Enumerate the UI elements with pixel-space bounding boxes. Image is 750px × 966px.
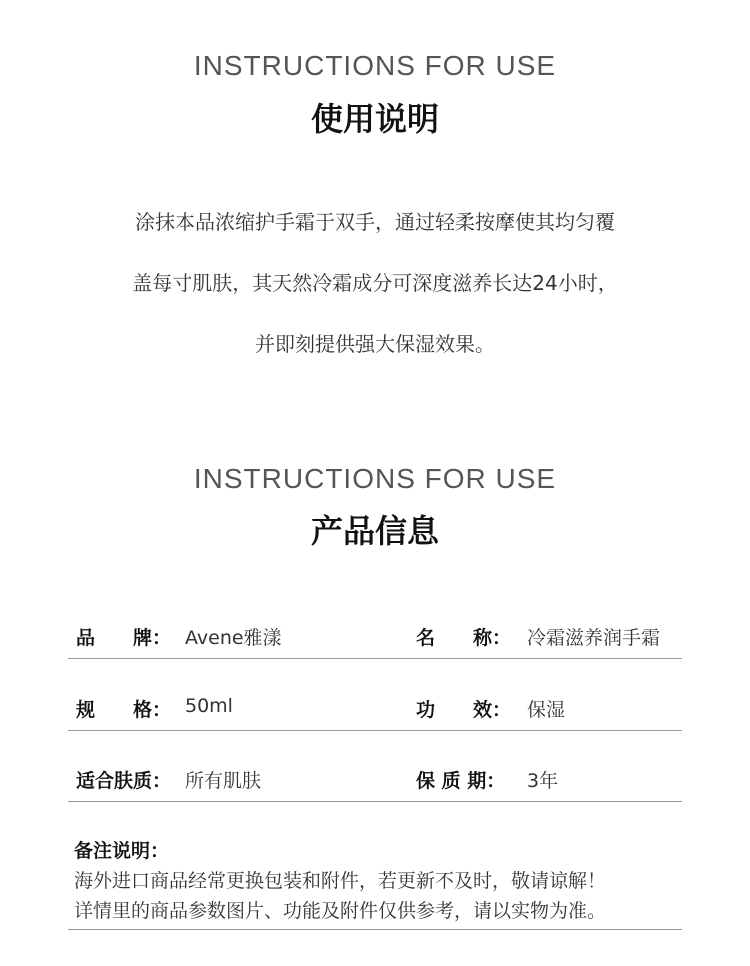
notes-title: 备注说明：: [74, 840, 170, 862]
section2-title-cn: 产品信息: [310, 512, 439, 550]
skin-type-label: 适合肤质：: [76, 770, 172, 792]
product-name-label: 名 称：: [416, 627, 512, 649]
info-row-skin-shelf-life: [68, 730, 682, 802]
info-row-spec-effect: [68, 659, 682, 731]
effect-label: 功 效：: [416, 699, 512, 721]
spec-value: 50ml: [185, 695, 233, 717]
shelf-life-value: 3年: [527, 770, 559, 792]
usage-paragraph-line: 并即刻提供强大保湿效果。: [255, 332, 495, 356]
usage-paragraph-line: 涂抹本品浓缩护手霜于双手，通过轻柔按摩使其均匀覆: [135, 210, 615, 234]
brand-label: 品 牌：: [76, 627, 172, 649]
product-name-value: 冷霜滋养润手霜: [527, 627, 661, 649]
shelf-life-label: 保 质 期：: [416, 770, 506, 792]
section1-title-cn: 使用说明: [310, 100, 439, 138]
section2-title-en: INSTRUCTIONS FOR USE: [193, 463, 557, 494]
info-row-brand-name: [68, 587, 682, 659]
section1-title-en: INSTRUCTIONS FOR USE: [193, 50, 557, 81]
notes-line: 海外进口商品经常更换包装和附件，若更新不及时，敬请谅解！: [74, 870, 607, 892]
skin-type-value: 所有肌肤: [185, 770, 262, 792]
effect-value: 保湿: [527, 699, 566, 721]
usage-paragraph-line: 盖每寸肌肤，其天然冷霜成分可深度滋养长达24小时，: [132, 271, 618, 295]
brand-value: Avene雅漾: [185, 627, 282, 649]
spec-label: 规 格：: [76, 699, 172, 721]
notes-block: [68, 832, 682, 930]
notes-line: 详情里的商品参数图片、功能及附件仅供参考，请以实物为准。: [74, 900, 607, 922]
